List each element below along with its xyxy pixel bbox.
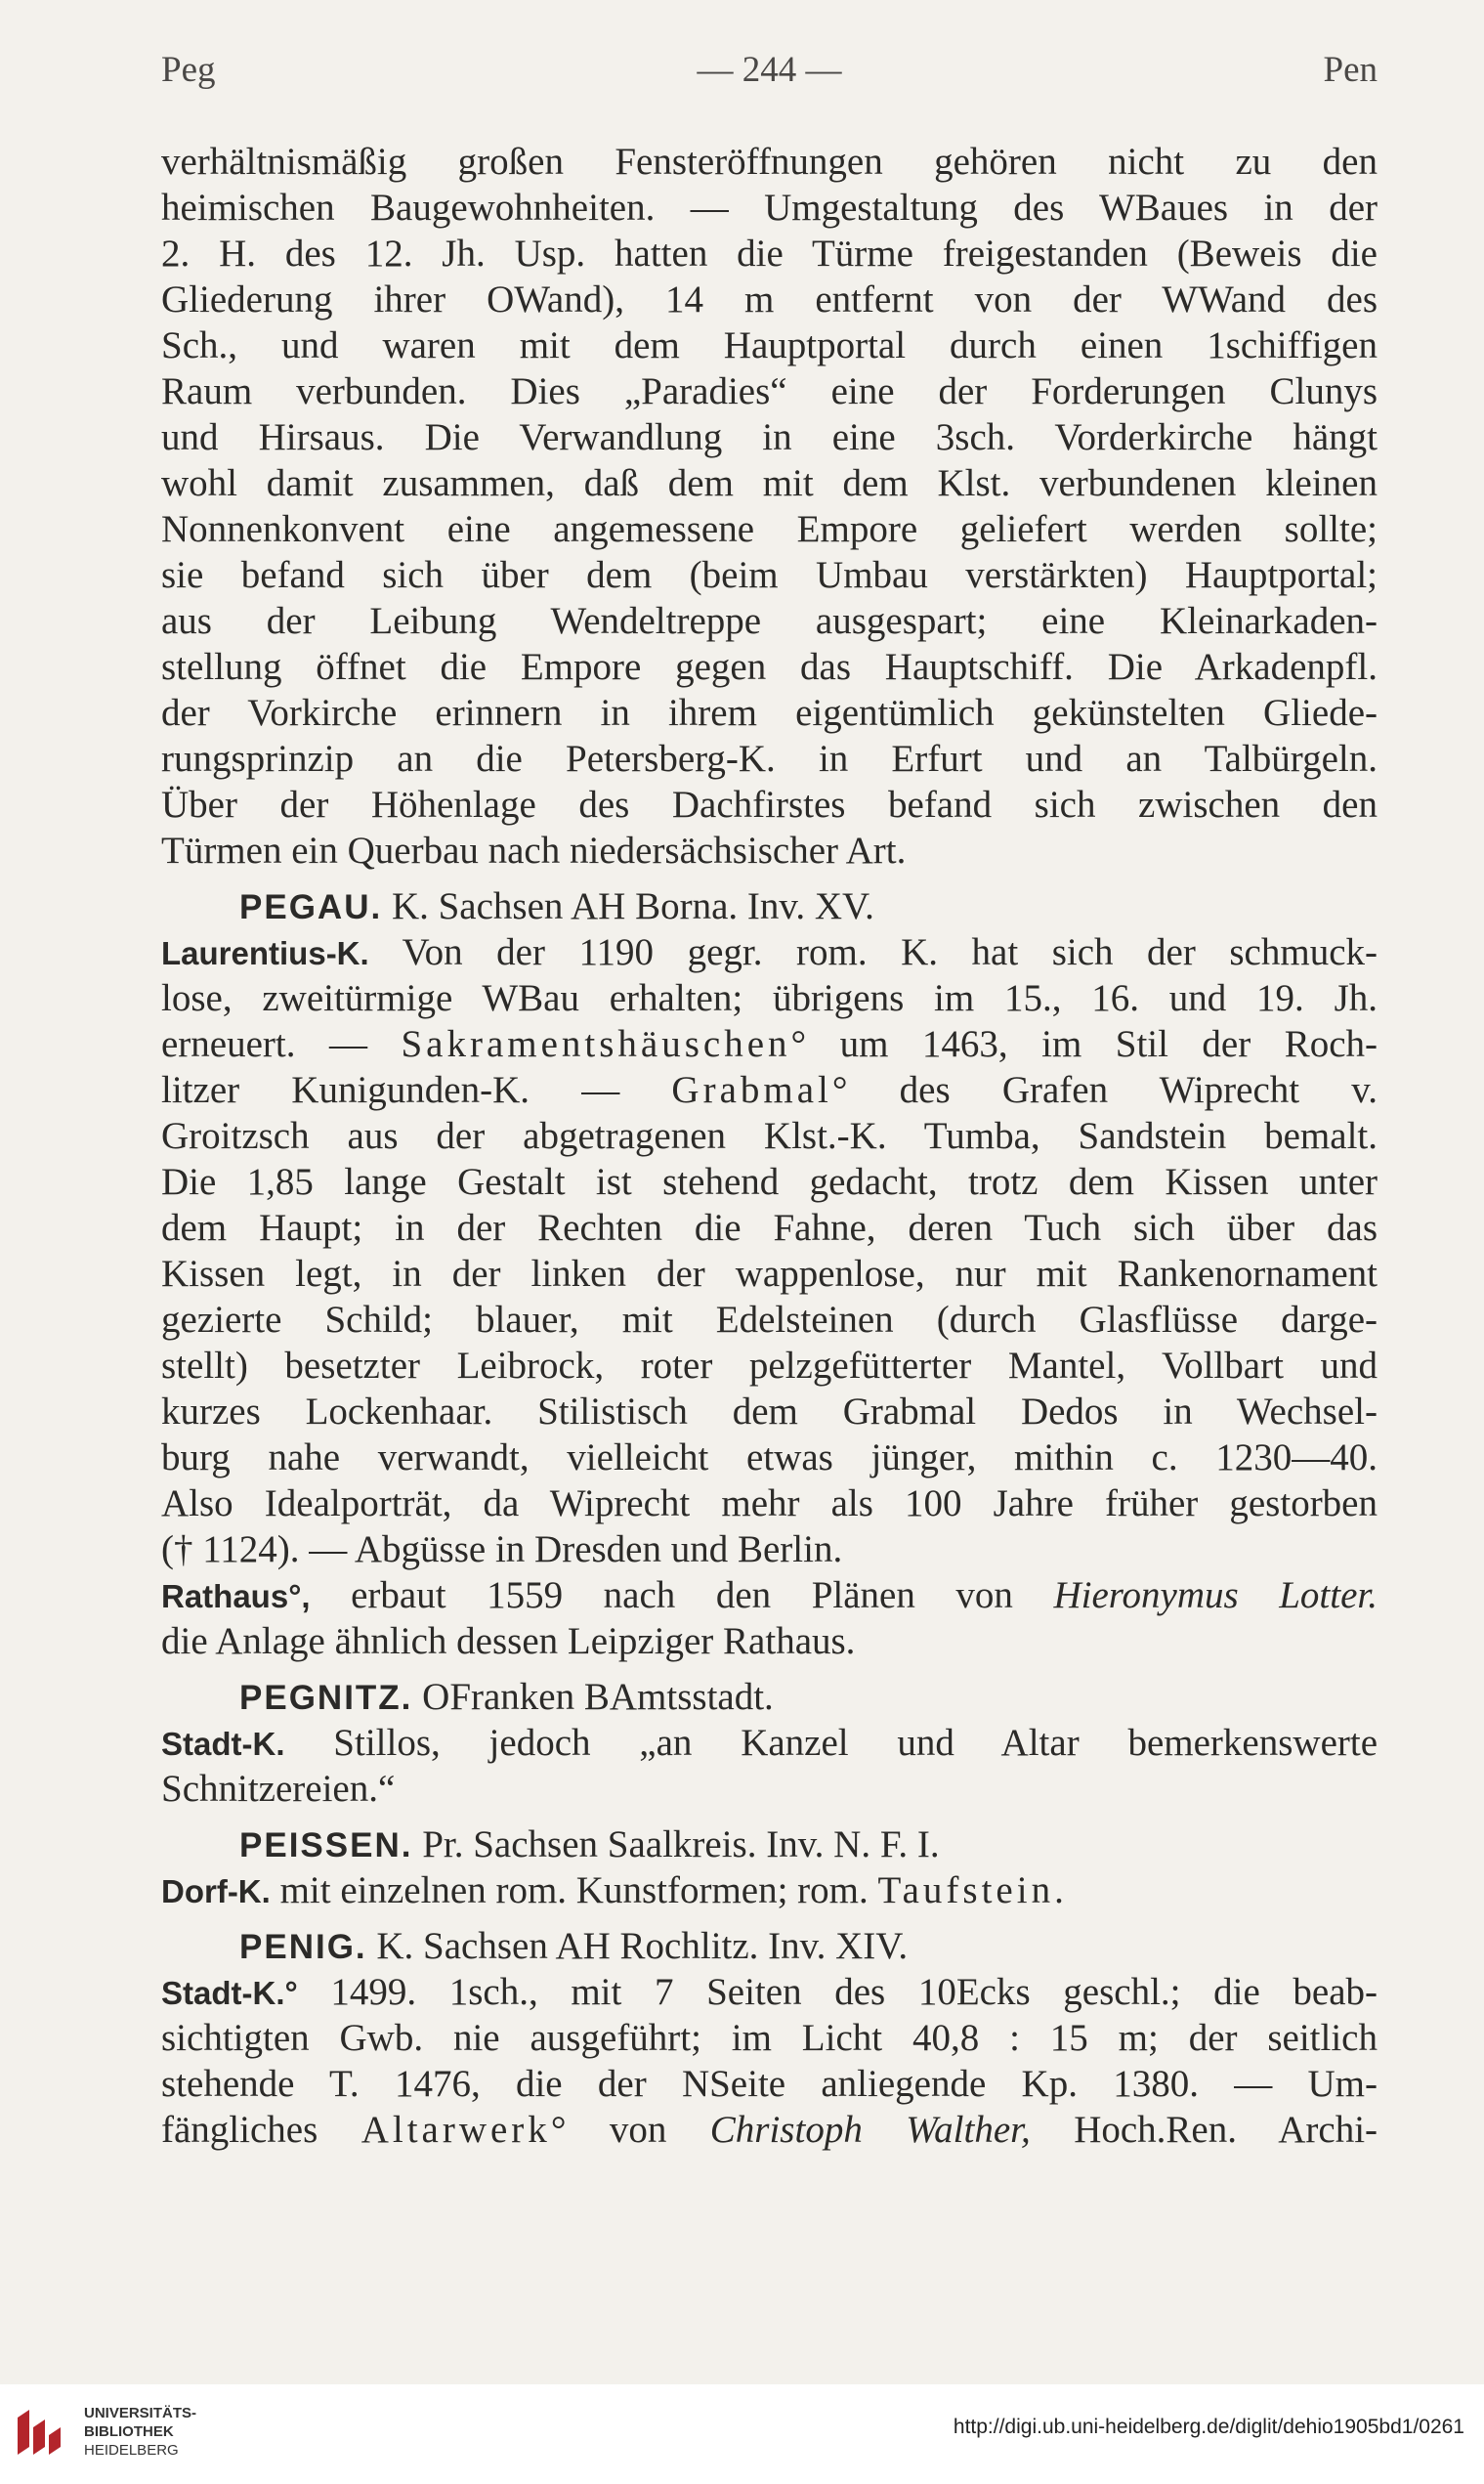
text-line: stehende T. 1476, die der NSeite anliegende Kp. 1380. — Um- <box>161 2063 1378 2105</box>
text-line: die Anlage ähnlich dessen Leipziger Rathaus. <box>161 1620 856 1662</box>
spaced-term: Grabmal <box>671 1069 832 1111</box>
text-line: heimischen Baugewohnheiten. — Umgestaltung des WBaues in der <box>161 187 1378 229</box>
place-name: PEISSEN. <box>239 1826 413 1864</box>
text-line: der Vorkirche erinnern in ihrem eigentümlich gekünstelten Gliede- <box>161 692 1378 734</box>
text-line: litzer Kunigunden-K. — Grabmal° des Grafen Wiprecht v. <box>161 1069 1378 1111</box>
text-line: und Hirsaus. Die Verwandlung in eine 3sch. Vorderkirche hängt <box>161 416 1378 458</box>
text-line: rungsprinzip an die Petersberg-K. in Erfurt und an Talbürgeln. <box>161 738 1378 780</box>
text-line: Also Idealporträt, da Wiprecht mehr als 100 Jahre früher gestorben <box>161 1482 1378 1524</box>
text-line: Türmen ein Querbau nach niedersächsischer Art. <box>161 830 907 872</box>
text-line: gezierte Schild; blauer, mit Edelsteinen (durch Glasflüsse darge- <box>161 1299 1378 1341</box>
text-line: Groitzsch aus der abgetragenen Klst.-K. Tumba, Sandstein bemalt. <box>161 1115 1378 1157</box>
text-line: stellung öffnet die Empore gegen das Hauptschiff. Die Arkadenpfl. <box>161 646 1378 688</box>
text-line: Sch., und waren mit dem Hauptportal durch einen 1schiffigen <box>161 324 1378 366</box>
text-line: kurzes Lockenhaar. Stilistisch dem Grabmal Dedos in Wechsel- <box>161 1391 1378 1433</box>
building-name: Laurentius-K. <box>161 935 369 971</box>
running-head-left: Peg <box>161 50 216 90</box>
text-line: 2. H. des 12. Jh. Usp. hatten die Türme freigestanden (Beweis die <box>161 233 1378 275</box>
building-name: Rathaus°, <box>161 1578 311 1614</box>
entry-penig: PENIG. K. Sachsen AH Rochlitz. Inv. XIV. <box>239 1925 909 1967</box>
text-line: erneuert. — Sakramentshäuschen° um 1463, im Stil der Roch- <box>161 1023 1378 1065</box>
text-line: Schnitzereien.“ <box>161 1768 396 1810</box>
place-name: PENIG. <box>239 1928 367 1966</box>
text-line: Dorf-K. mit einzelnen rom. Kunstformen; rom. Taufstein. <box>161 1869 1068 1911</box>
text-line: Über der Höhenlage des Dachfirstes befand sich zwischen den <box>161 784 1378 826</box>
artist-name: Hieronymus Lotter. <box>1053 1574 1378 1616</box>
library-name: UNIVERSITÄTS- BIBLIOTHEK HEIDELBERG <box>84 2405 197 2459</box>
text-line: burg nahe verwandt, vielleicht etwas jünger, mithin c. 1230—40. <box>161 1436 1378 1478</box>
text-line: Nonnenkonvent eine angemessene Empore geliefert werden sollte; <box>161 508 1378 550</box>
entry-pegau: PEGAU. K. Sachsen AH Borna. Inv. XV. <box>239 885 874 927</box>
building-name: Dorf-K. <box>161 1873 271 1909</box>
building-name: Stadt-K. <box>161 1726 285 1762</box>
text-line: († 1124). — Abgüsse in Dresden und Berlin. <box>161 1528 843 1570</box>
source-url[interactable]: http://digi.ub.uni-heidelberg.de/diglit/dehio1905bd1/0261 <box>953 2416 1464 2438</box>
spaced-term: Taufstein. <box>877 1869 1068 1911</box>
spaced-term: Sakramentshäuschen <box>401 1023 791 1065</box>
text-line: lose, zweitürmige WBau erhalten; übrigens im 15., 16. und 19. Jh. <box>161 977 1378 1019</box>
spaced-term: Altarwerk <box>360 2109 551 2151</box>
text-line: verhältnismäßig großen Fensteröffnungen gehören nicht zu den <box>161 141 1378 183</box>
text-line: Die 1,85 lange Gestalt ist stehend gedacht, trotz dem Kissen unter <box>161 1161 1378 1203</box>
running-head-right: Pen <box>1323 50 1378 90</box>
body-text <box>161 139 1378 2153</box>
page-number: — 244 — <box>697 50 842 90</box>
text-line: Laurentius-K. Von der 1190 gegr. rom. K. hat sich der schmuck- <box>161 931 1378 973</box>
text-line: sichtigten Gwb. nie ausgeführt; im Licht 40,8 : 15 m; der seitlich <box>161 2017 1378 2059</box>
text-line: Rathaus°, erbaut 1559 nach den Plänen von Hieronymus Lotter. <box>161 1574 1378 1616</box>
place-name: PEGNITZ. <box>239 1679 413 1717</box>
text-line: fängliches Altarwerk° von Christoph Walther, Hoch.Ren. Archi- <box>161 2109 1378 2151</box>
page-header <box>161 49 1378 107</box>
text-line: stellt) besetzter Leibrock, roter pelzgefütterter Mantel, Vollbart und <box>161 1345 1378 1387</box>
place-name: PEGAU. <box>239 888 383 926</box>
entry-peissen: PEISSEN. Pr. Sachsen Saalkreis. Inv. N. F. I. <box>239 1823 940 1865</box>
text-line: Raum verbunden. Dies „Paradies“ eine der Forderungen Clunys <box>161 370 1378 412</box>
artist-name: Christoph Walther, <box>709 2109 1031 2151</box>
text-line: dem Haupt; in der Rechten die Fahne, deren Tuch sich über das <box>161 1207 1378 1249</box>
text-line: wohl damit zusammen, daß dem mit dem Klst. verbundenen kleinen <box>161 462 1378 504</box>
text-line: Stadt-K. Stillos, jedoch „an Kanzel und Altar bemerkenswerte <box>161 1722 1378 1764</box>
text-line: Stadt-K.° 1499. 1sch., mit 7 Seiten des 10Ecks geschl.; die beab- <box>161 1971 1378 2013</box>
building-name: Stadt-K.° <box>161 1975 298 2011</box>
text-line: sie befand sich über dem (beim Umbau verstärkten) Hauptportal; <box>161 554 1378 596</box>
text-line: Kissen legt, in der linken der wappenlose, nur mit Rankenornament <box>161 1253 1378 1295</box>
entry-pegnitz: PEGNITZ. OFranken BAmtsstadt. <box>239 1676 774 1718</box>
text-line: Gliederung ihrer OWand), 14 m entfernt von der WWand des <box>161 278 1378 321</box>
text-line: aus der Leibung Wendeltreppe ausgespart; eine Kleinarkaden- <box>161 600 1378 642</box>
library-logo-icon <box>14 2406 66 2459</box>
footer-bar <box>0 2384 1484 2484</box>
